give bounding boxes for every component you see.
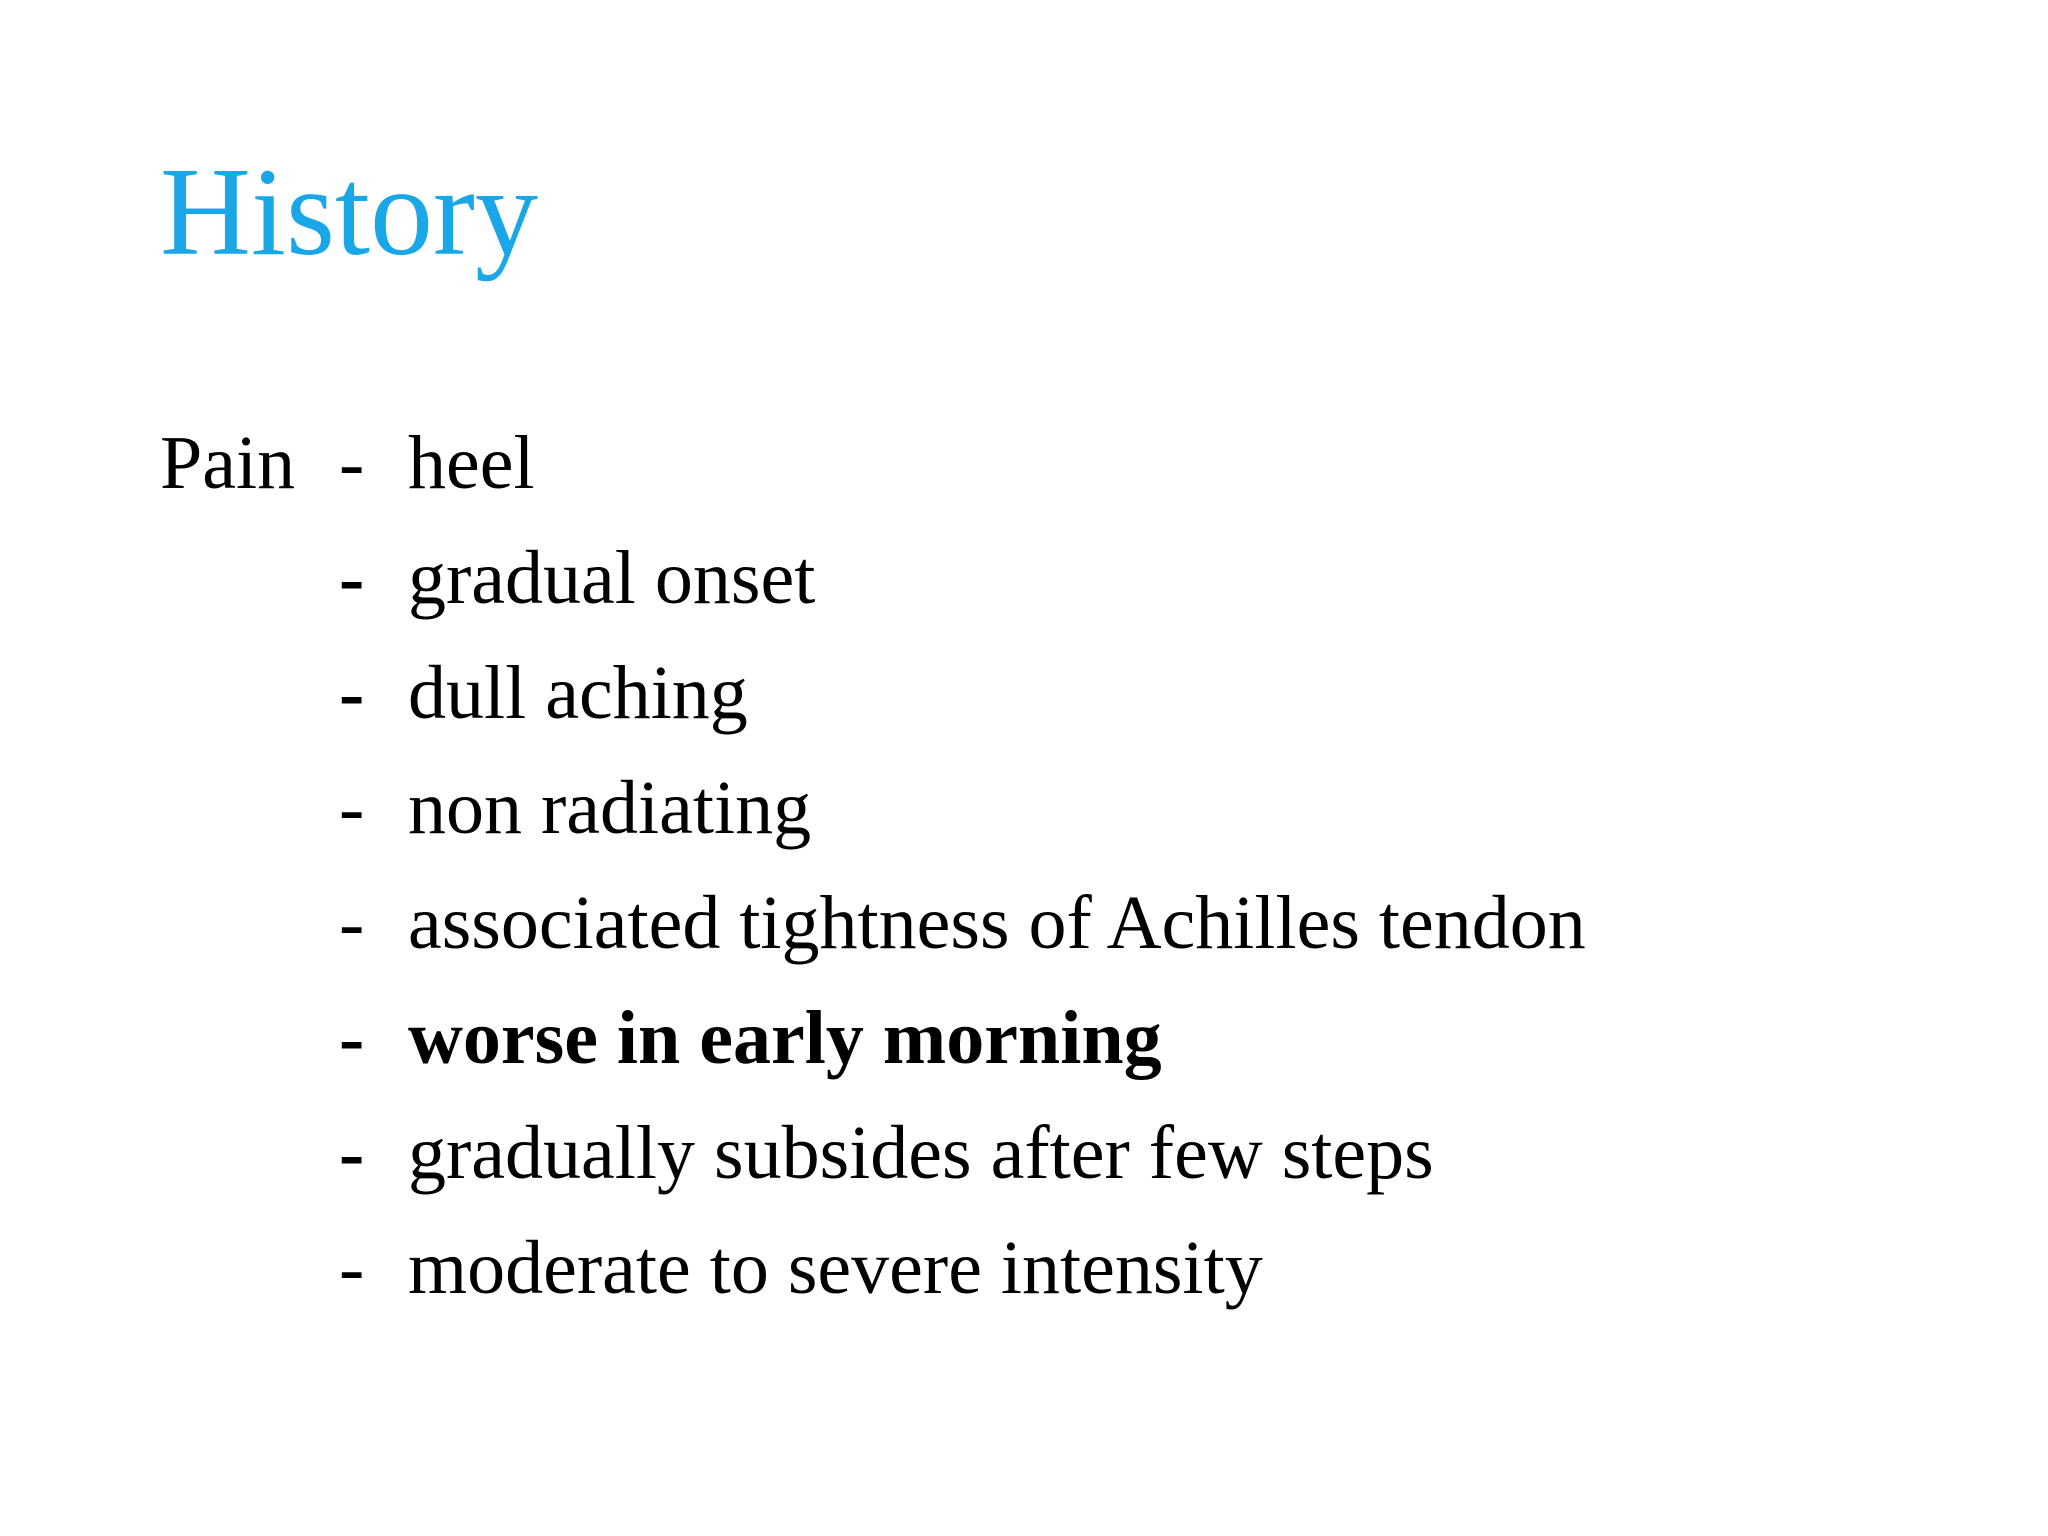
list-item-text: gradual onset: [408, 536, 816, 620]
bullet-dash: -: [339, 881, 365, 965]
bullet-dash: -: [339, 766, 365, 850]
bullet-dash: -: [339, 651, 365, 735]
bullet-dash: -: [339, 421, 365, 505]
list-item-text: gradually subsides after few steps: [408, 1111, 1434, 1195]
bullet-dash: -: [339, 536, 365, 620]
list-item-text: non radiating: [408, 766, 812, 850]
list-item-text: worse in early morning: [408, 996, 1162, 1080]
list-item-text: heel: [408, 421, 535, 505]
bullet-dash: -: [339, 1226, 365, 1310]
slide-title: History: [160, 143, 538, 282]
list-item-text: associated tightness of Achilles tendon: [408, 881, 1586, 965]
pain-label: Pain: [160, 421, 296, 505]
list-item-text: moderate to severe intensity: [408, 1226, 1263, 1310]
bullet-dash: -: [339, 1111, 365, 1195]
bullet-dash: -: [339, 996, 365, 1080]
list-item-text: dull aching: [408, 651, 748, 735]
